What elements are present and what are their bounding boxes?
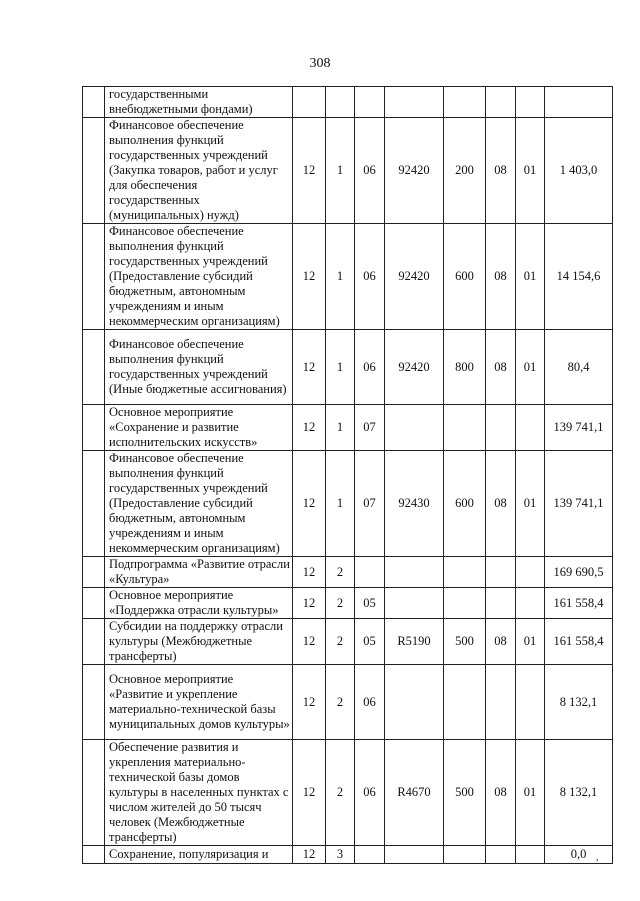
code-cell-6 [486,405,516,451]
code-cell-5 [444,87,486,118]
row-number-cell [83,846,105,864]
code-cell-5: 600 [444,224,486,330]
code-cell-4 [385,846,444,864]
code-cell-5 [444,405,486,451]
code-cell-2: 2 [326,619,355,665]
row-number-cell [83,588,105,619]
item-name-cell: Финансовое обеспечение выполнения функций государственных учреждений (Закупка товаров, работ и услуг для обеспечения государственных (муниципальных) нужд) [105,118,293,224]
row-number-cell [83,224,105,330]
code-cell-7: 01 [516,451,545,557]
code-cell-2 [326,87,355,118]
code-cell-7: 01 [516,619,545,665]
code-cell-2: 2 [326,557,355,588]
item-name-cell: Сохранение, популяризация и [105,846,293,864]
amount-cell: 1 403,0 [545,118,613,224]
code-cell-1: 12 [293,330,326,405]
code-cell-7 [516,665,545,740]
code-cell-3: 06 [355,224,385,330]
code-cell-5: 200 [444,118,486,224]
code-cell-4: 92420 [385,224,444,330]
amount-cell: 80,4 [545,330,613,405]
amount-cell: 169 690,5 [545,557,613,588]
code-cell-1 [293,87,326,118]
code-cell-2: 1 [326,118,355,224]
code-cell-1: 12 [293,451,326,557]
code-cell-3: 06 [355,740,385,846]
code-cell-7 [516,557,545,588]
item-name-cell: Основное мероприятие «Развитие и укрепление материально-технической базы муниципальных домов культуры» [105,665,293,740]
table-row [83,665,613,740]
code-cell-1: 12 [293,118,326,224]
table-row [83,557,613,588]
code-cell-7 [516,87,545,118]
table-row [83,405,613,451]
code-cell-5: 600 [444,451,486,557]
code-cell-6: 08 [486,451,516,557]
code-cell-6: 08 [486,224,516,330]
row-number-cell [83,665,105,740]
item-name-cell: Субсидии на поддержку отрасли культуры (Межбюджетные трансферты) [105,619,293,665]
item-name-cell: Подпрограмма «Развитие отрасли «Культура» [105,557,293,588]
amount-cell: 161 558,4 [545,588,613,619]
row-number-cell [83,740,105,846]
code-cell-3 [355,87,385,118]
code-cell-5 [444,588,486,619]
table-row [83,118,613,224]
code-cell-7 [516,846,545,864]
item-name-cell: Финансовое обеспечение выполнения функций государственных учреждений (Предоставление субсидий бюджетным, автономным учреждениям и иным некоммерческим организациям) [105,451,293,557]
table-row [83,619,613,665]
scan-mark: , [596,852,599,863]
code-cell-3: 06 [355,330,385,405]
code-cell-3: 06 [355,118,385,224]
amount-cell: 0,0 [545,846,613,864]
page-number: 308 [309,56,331,71]
code-cell-1: 12 [293,224,326,330]
row-number-cell [83,87,105,118]
code-cell-5 [444,665,486,740]
code-cell-6 [486,665,516,740]
row-number-cell [83,405,105,451]
code-cell-6: 08 [486,619,516,665]
code-cell-3: 05 [355,619,385,665]
code-cell-7 [516,588,545,619]
code-cell-2: 3 [326,846,355,864]
amount-cell: 14 154,6 [545,224,613,330]
code-cell-2: 2 [326,740,355,846]
code-cell-6: 08 [486,118,516,224]
code-cell-1: 12 [293,557,326,588]
code-cell-4 [385,87,444,118]
code-cell-2: 1 [326,405,355,451]
code-cell-5 [444,557,486,588]
code-cell-5: 500 [444,740,486,846]
code-cell-1: 12 [293,405,326,451]
amount-cell: 161 558,4 [545,619,613,665]
amount-cell: 139 741,1 [545,405,613,451]
code-cell-2: 2 [326,665,355,740]
item-name-cell: Основное мероприятие «Поддержка отрасли культуры» [105,588,293,619]
code-cell-1: 12 [293,846,326,864]
code-cell-5 [444,846,486,864]
table-row [83,224,613,330]
code-cell-7: 01 [516,330,545,405]
row-number-cell [83,330,105,405]
code-cell-1: 12 [293,588,326,619]
code-cell-3: 06 [355,665,385,740]
item-name-cell: Финансовое обеспечение выполнения функций государственных учреждений (Иные бюджетные ассигнования) [105,330,293,405]
code-cell-3: 07 [355,451,385,557]
code-cell-5: 800 [444,330,486,405]
amount-cell: 8 132,1 [545,740,613,846]
code-cell-4: 92420 [385,118,444,224]
code-cell-6 [486,557,516,588]
amount-cell [545,87,613,118]
code-cell-4 [385,588,444,619]
code-cell-2: 1 [326,451,355,557]
code-cell-4: R5190 [385,619,444,665]
code-cell-4 [385,665,444,740]
table-row [83,451,613,557]
code-cell-7 [516,405,545,451]
amount-cell: 8 132,1 [545,665,613,740]
code-cell-7: 01 [516,118,545,224]
code-cell-4: 92430 [385,451,444,557]
code-cell-4 [385,557,444,588]
row-number-cell [83,451,105,557]
table-row [83,740,613,846]
code-cell-3: 07 [355,405,385,451]
item-name-cell: Финансовое обеспечение выполнения функций государственных учреждений (Предоставление субсидий бюджетным, автономным учреждениям и иным некоммерческим организациям) [105,224,293,330]
code-cell-7: 01 [516,224,545,330]
code-cell-6 [486,588,516,619]
code-cell-7: 01 [516,740,545,846]
row-number-cell [83,118,105,224]
code-cell-1: 12 [293,619,326,665]
code-cell-1: 12 [293,740,326,846]
code-cell-2: 1 [326,224,355,330]
table-row [83,330,613,405]
code-cell-4: R4670 [385,740,444,846]
table-row [83,588,613,619]
code-cell-6: 08 [486,740,516,846]
row-number-cell [83,557,105,588]
row-number-cell [83,619,105,665]
item-name-cell: Основное мероприятие «Сохранение и развитие исполнительских искусств» [105,405,293,451]
code-cell-3: 05 [355,588,385,619]
code-cell-2: 1 [326,330,355,405]
budget-table [82,86,613,864]
code-cell-5: 500 [444,619,486,665]
item-name-cell: государственными внебюджетными фондами) [105,87,293,118]
code-cell-3 [355,557,385,588]
code-cell-3 [355,846,385,864]
code-cell-6 [486,87,516,118]
code-cell-4 [385,405,444,451]
table-row [83,87,613,118]
code-cell-4: 92420 [385,330,444,405]
code-cell-2: 2 [326,588,355,619]
code-cell-1: 12 [293,665,326,740]
code-cell-6 [486,846,516,864]
amount-cell: 139 741,1 [545,451,613,557]
item-name-cell: Обеспечение развития и укрепления материально-технической базы домов культуры в населенных пунктах с числом жителей до 50 тысяч человек (Межбюджетные трансферты) [105,740,293,846]
code-cell-6: 08 [486,330,516,405]
table-row [83,846,613,864]
